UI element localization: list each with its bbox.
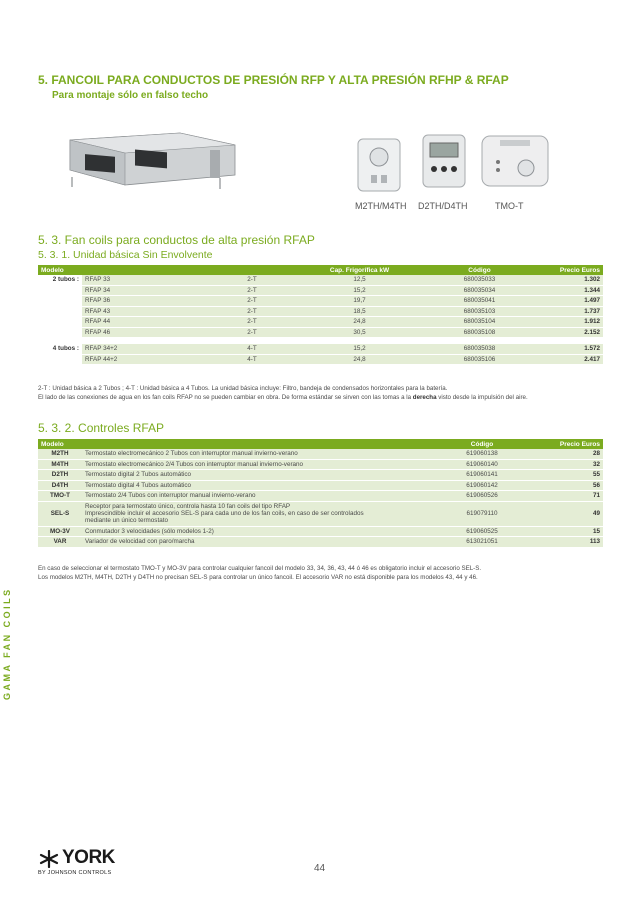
description-line: mediante un único termostato: [85, 517, 168, 524]
group-label-empty: [38, 285, 82, 296]
thermostat-tmo-t-image: [478, 130, 553, 192]
model-cell: RFAP 33: [82, 275, 212, 285]
capacity-cell: 24,8: [292, 354, 427, 365]
description-line: Imprescindible incluir el accesorio SEL-S para cada uno de los fan coils, en caso de ser controlados: [85, 510, 364, 517]
price-cell: 113: [532, 537, 603, 548]
header-code: Código: [427, 265, 532, 275]
thermostat-d2th-image: [420, 133, 470, 191]
logo-word: YORK: [62, 847, 115, 868]
header-price: Precio Euros: [532, 265, 603, 275]
header-capacity: Cap. Frigorífica kW: [292, 265, 427, 275]
rfap-notes: [38, 385, 608, 402]
table-row: [38, 296, 603, 307]
caption-d2th: D2TH/D4TH: [418, 201, 468, 211]
code-cell: 680035108: [427, 327, 532, 338]
header-code: Código: [432, 439, 532, 449]
model-cell: D4TH: [38, 480, 82, 491]
price-cell: 1.302: [532, 275, 603, 285]
fancoil-unit-image: [60, 115, 245, 195]
price-cell: 28: [532, 449, 603, 459]
price-cell: 1.737: [532, 306, 603, 317]
description-cell: Termostato electromecánico 2/4 Tubos con interruptor manual invierno-verano: [82, 459, 432, 470]
capacity-cell: 18,5: [292, 306, 427, 317]
group-label-empty: [38, 296, 82, 307]
model-cell: MO-3V: [38, 526, 82, 537]
model-cell: RFAP 34: [82, 285, 212, 296]
tube-type-cell: 2-T: [212, 285, 292, 296]
table-row: [38, 537, 603, 548]
controls-price-table: [38, 439, 603, 548]
tube-type-cell: 2-T: [212, 275, 292, 285]
caption-m2th: M2TH/M4TH: [355, 201, 407, 211]
controls-notes: [38, 565, 608, 582]
price-cell: 56: [532, 480, 603, 491]
tube-type-cell: 4-T: [212, 344, 292, 355]
model-cell: RFAP 44: [82, 317, 212, 328]
description-cell: Termostato digital 2 Tubos automático: [82, 470, 432, 481]
description-cell: Termostato 2/4 Tubos con interruptor manual invierno-verano: [82, 491, 432, 502]
price-cell: 71: [532, 491, 603, 502]
description-cell: Termostato digital 4 Tubos automático: [82, 480, 432, 491]
code-cell: 613021051: [432, 537, 532, 548]
description-cell: Variador de velocidad con paro/marcha: [82, 537, 432, 548]
tube-type-cell: 2-T: [212, 327, 292, 338]
price-cell: 2.417: [532, 354, 603, 365]
note-sel-s-required: En caso de seleccionar el termostato TMO-T y MO-3V para controlar cualquier fancoil del modelo 33, 34, 36, 43, 44 ó 46 es obligatorio incluir el accesorio SEL-S.: [38, 565, 482, 572]
table-row: [38, 275, 603, 285]
price-cell: 1.572: [532, 344, 603, 355]
tube-type-cell: 4-T: [212, 354, 292, 365]
subsection-title-controls: 5. 3. 2. Controles RFAP: [38, 421, 165, 435]
model-cell: TMO-T: [38, 491, 82, 502]
model-cell: RFAP 46: [82, 327, 212, 338]
code-cell: 680035103: [427, 306, 532, 317]
section-subtitle: Para montaje sólo en falso techo: [52, 90, 209, 101]
model-cell: VAR: [38, 537, 82, 548]
capacity-cell: 30,5: [292, 327, 427, 338]
section-title: 5. FANCOIL PARA CONDUCTOS DE PRESIÓN RFP Y ALTA PRESIÓN RFHP & RFAP: [38, 73, 509, 87]
table-row: [38, 480, 603, 491]
model-cell: RFAP 43: [82, 306, 212, 317]
group-label-empty: [38, 306, 82, 317]
table-row: [38, 459, 603, 470]
group-label: 4 tubos :: [38, 344, 82, 355]
code-cell: 619079110: [432, 501, 532, 526]
rfap-price-table: [38, 265, 603, 365]
table-row: [38, 317, 603, 328]
code-cell: 680035033: [427, 275, 532, 285]
group-label-empty: [38, 327, 82, 338]
price-cell: 55: [532, 470, 603, 481]
model-cell: SEL-S: [38, 501, 82, 526]
code-cell: 680035106: [427, 354, 532, 365]
code-cell: 619060142: [432, 480, 532, 491]
group-label: 2 tubos :: [38, 275, 82, 285]
code-cell: 619060526: [432, 491, 532, 502]
description-line: Receptor para termostato único, controla hasta 10 fan coils del tipo RFAP: [85, 503, 291, 510]
table-header-row: [38, 265, 603, 275]
capacity-cell: 15,2: [292, 285, 427, 296]
york-snowflake-icon: [38, 850, 60, 868]
subsection-title-rfap: 5. 3. Fan coils para conductos de alta presión RFAP: [38, 233, 315, 247]
capacity-cell: 12,5: [292, 275, 427, 285]
description-cell: Termostato electromecánico 2 Tubos con interruptor manual invierno-verano: [82, 449, 432, 459]
logo-tagline: BY JOHNSON CONTROLS: [38, 870, 112, 876]
caption-tmo-t: TMO-T: [495, 201, 524, 211]
code-cell: 619060138: [432, 449, 532, 459]
model-cell: M2TH: [38, 449, 82, 459]
thermostat-m2th-image: [355, 137, 405, 195]
price-cell: 2.152: [532, 327, 603, 338]
price-cell: 1.912: [532, 317, 603, 328]
header-price: Precio Euros: [532, 439, 603, 449]
model-cell: RFAP 36: [82, 296, 212, 307]
code-cell: 619060525: [432, 526, 532, 537]
table-row: [38, 526, 603, 537]
table-row: [38, 306, 603, 317]
note-tube-types: 2-T : Unidad básica a 2 Tubos ; 4-T : Unidad básica a 4 Tubos. La unidad básica incluye: Filtro, bandeja de condensados horizontales para la batería.: [38, 385, 448, 392]
side-section-label: GAMA FAN COILS: [2, 587, 12, 700]
code-cell: 680035104: [427, 317, 532, 328]
capacity-cell: 15,2: [292, 344, 427, 355]
code-cell: 680035041: [427, 296, 532, 307]
table-row: [38, 354, 603, 365]
price-cell: 32: [532, 459, 603, 470]
price-cell: 49: [532, 501, 603, 526]
price-cell: 1.344: [532, 285, 603, 296]
table-row: [38, 470, 603, 481]
header-model: Modelo: [38, 265, 82, 275]
code-cell: 619060140: [432, 459, 532, 470]
table-row: [38, 344, 603, 355]
page-number: 44: [314, 863, 326, 874]
description-cell: [82, 501, 432, 526]
table-row: [38, 285, 603, 296]
code-cell: 619060141: [432, 470, 532, 481]
tube-type-cell: 2-T: [212, 317, 292, 328]
tube-type-cell: 2-T: [212, 306, 292, 317]
capacity-cell: 19,7: [292, 296, 427, 307]
header-model: Modelo: [38, 439, 82, 449]
code-cell: 680035038: [427, 344, 532, 355]
model-cell: RFAP 44+2: [82, 354, 212, 365]
note-connections: El lado de las conexiones de agua en los fan coils RFAP no se pueden cambiar en obra. De forma estándar se sirven con las tomas a la derecha visto desde la impulsión del aire.: [38, 393, 528, 401]
code-cell: 680035034: [427, 285, 532, 296]
table-row: [38, 449, 603, 459]
price-cell: 15: [532, 526, 603, 537]
table-row: [38, 327, 603, 338]
model-cell: RFAP 34+2: [82, 344, 212, 355]
tube-type-cell: 2-T: [212, 296, 292, 307]
model-cell: M4TH: [38, 459, 82, 470]
table-row: [38, 501, 603, 526]
model-cell: D2TH: [38, 470, 82, 481]
table-row: [38, 491, 603, 502]
description-cell: Conmutador 3 velocidades (sólo modelos 1-2): [82, 526, 432, 537]
subsection-subtitle-basic-unit: 5. 3. 1. Unidad básica Sin Envolvente: [38, 249, 213, 261]
note-var-availability: Los modelos M2TH, M4TH, D2TH y D4TH no precisan SEL-S para controlar un único fancoil. El accesorio VAR no está disponible para los modelos 43, 44 y 46.: [38, 573, 478, 581]
table-header-row: [38, 439, 603, 449]
group-label-empty: [38, 354, 82, 365]
price-cell: 1.497: [532, 296, 603, 307]
capacity-cell: 24,8: [292, 317, 427, 328]
group-label-empty: [38, 317, 82, 328]
